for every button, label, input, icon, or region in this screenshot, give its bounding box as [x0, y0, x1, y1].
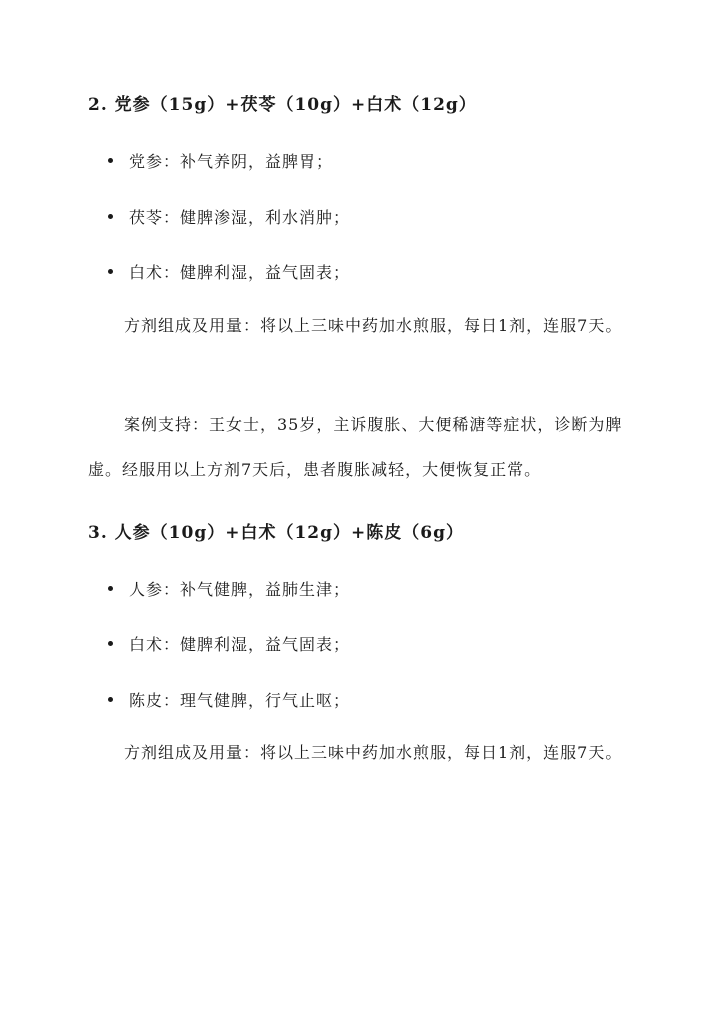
list-item	[108, 577, 350, 600]
bullet-icon	[108, 641, 113, 646]
composition-paragraph: 方剂组成及用量：将以上三味中药加水煎服，每日1剂，连服7天。	[124, 743, 623, 762]
list-item-text: 党参：补气养阴，益脾胃；	[129, 152, 334, 171]
bullet-icon	[108, 697, 113, 702]
list-item	[108, 632, 350, 655]
case-paragraph: 案例支持：王女士，35岁，主诉腹胀、大便稀溏等症状，诊断为脾虚。经服用以上方剂7天后，患者腹胀减轻，大便恢复正常。	[88, 415, 623, 479]
composition-paragraph: 方剂组成及用量：将以上三味中药加水煎服，每日1剂，连服7天。	[124, 316, 623, 335]
section-2-heading: 2. 党参（15g）+茯苓（10g）+白术（12g）	[88, 95, 477, 115]
list-item-text: 白术：健脾利湿，益气固表；	[129, 263, 351, 282]
list-item-text: 白术：健脾利湿，益气固表；	[129, 635, 351, 654]
bullet-icon	[108, 214, 113, 219]
list-item-text: 人参：补气健脾，益肺生津；	[129, 580, 351, 599]
list-item	[108, 260, 350, 283]
list-item	[108, 688, 350, 711]
bullet-icon	[108, 586, 113, 591]
section-3-heading: 3. 人参（10g）+白术（12g）+陈皮（6g）	[88, 523, 464, 543]
list-item	[108, 205, 350, 228]
bullet-icon	[108, 269, 113, 274]
list-item-text: 陈皮：理气健脾，行气止呕；	[129, 691, 351, 710]
list-item-text: 茯苓：健脾渗湿，利水消肿；	[129, 208, 351, 227]
bullet-icon	[108, 158, 113, 163]
list-item	[108, 149, 333, 172]
